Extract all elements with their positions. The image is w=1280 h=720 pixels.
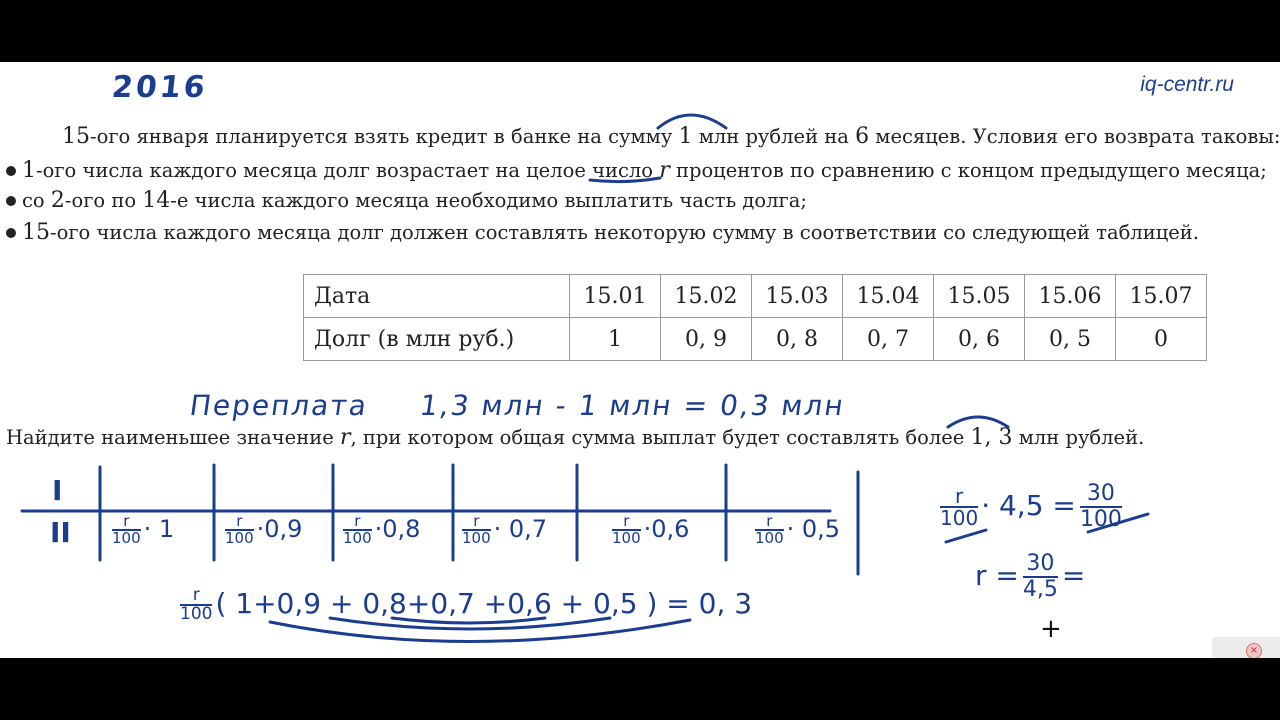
date-cell: 15.01 bbox=[570, 275, 661, 318]
payment-cell: $\frac{r}{100}$ · 0,7 bbox=[462, 512, 548, 547]
payment-cell: $\frac{r}{100}$ · 1 bbox=[112, 512, 175, 547]
problem-intro: 15-ого января планируется взять кредит в банке на сумму 1 млн рублей на 6 месяцев. Условия его возврата таковы: bbox=[62, 124, 1280, 149]
date-cell: 15.06 bbox=[1025, 275, 1116, 318]
site-watermark: iq-centr.ru bbox=[1140, 73, 1234, 96]
payment-table-row2-label: II bbox=[50, 516, 71, 549]
handwriting-strokes bbox=[0, 62, 1280, 658]
debt-cell: 0, 5 bbox=[1025, 318, 1116, 361]
strike-100 bbox=[946, 530, 986, 542]
solution-step-1: $\frac{r}{100}$ · 4,5 = $\frac{30}{100}$ bbox=[940, 481, 1122, 532]
close-button[interactable] bbox=[1212, 637, 1280, 658]
condition-bullet-1: 1-ого числа каждого месяца долг возрастает на целое число r процентов по сравнению с концом предыдущего месяца; bbox=[6, 158, 1267, 183]
debt-cell: 0, 8 bbox=[752, 318, 843, 361]
debt-cell: 0, 9 bbox=[661, 318, 752, 361]
payment-table-row1-label: I bbox=[52, 474, 63, 507]
condition-bullet-3: 15-ого числа каждого месяца долг должен составлять некоторую сумму в соответствии со следующей таблицей. bbox=[6, 220, 1199, 245]
date-cell: 15.05 bbox=[934, 275, 1025, 318]
date-cell: 15.04 bbox=[843, 275, 934, 318]
pair-arc bbox=[392, 618, 545, 623]
arc-over-amount bbox=[658, 115, 726, 128]
solution-step-2: r = $\frac{30}{4,5}$ = bbox=[975, 551, 1086, 602]
payment-cell: $\frac{r}{100}$ · 0,5 bbox=[755, 512, 841, 547]
close-icon[interactable]: × bbox=[1246, 643, 1262, 658]
date-cell: 15.02 bbox=[661, 275, 752, 318]
date-header: Дата bbox=[304, 275, 570, 318]
date-cell: 15.03 bbox=[752, 275, 843, 318]
payment-cell: $\frac{r}{100}$ ·0,9 bbox=[225, 512, 303, 547]
condition-bullet-2: со 2-ого по 14-е числа каждого месяца необходимо выплатить часть долга; bbox=[6, 188, 807, 213]
sum-equation: $\frac{r}{100}$ ( 1+0,9 + 0,8+0,7 +0,6 + 0,5 ) = 0, 3 bbox=[180, 585, 753, 624]
debt-cell: 1 bbox=[570, 318, 661, 361]
payment-cell: $\frac{r}{100}$ ·0,6 bbox=[612, 512, 690, 547]
debt-header: Долг (в млн руб.) bbox=[304, 318, 570, 361]
strike-100 bbox=[1088, 514, 1148, 532]
underline-chislo bbox=[590, 178, 660, 182]
debt-cell: 0 bbox=[1116, 318, 1207, 361]
crosshair-cursor: + bbox=[1040, 614, 1062, 644]
arc-over-1-3 bbox=[948, 417, 1008, 427]
debt-cell: 0, 7 bbox=[843, 318, 934, 361]
video-frame bbox=[0, 62, 1280, 658]
date-cell: 15.07 bbox=[1116, 275, 1207, 318]
year-note: 2016 bbox=[110, 70, 210, 105]
overpayment-note: Переплата 1,3 млн - 1 млн = 0,3 млн bbox=[187, 389, 848, 422]
payment-cell: $\frac{r}{100}$ ·0,8 bbox=[343, 512, 421, 547]
question-text: Найдите наименьшее значение r, при котором общая сумма выплат будет составлять более 1, 3 млн рублей. bbox=[6, 425, 1145, 450]
debt-cell: 0, 6 bbox=[934, 318, 1025, 361]
